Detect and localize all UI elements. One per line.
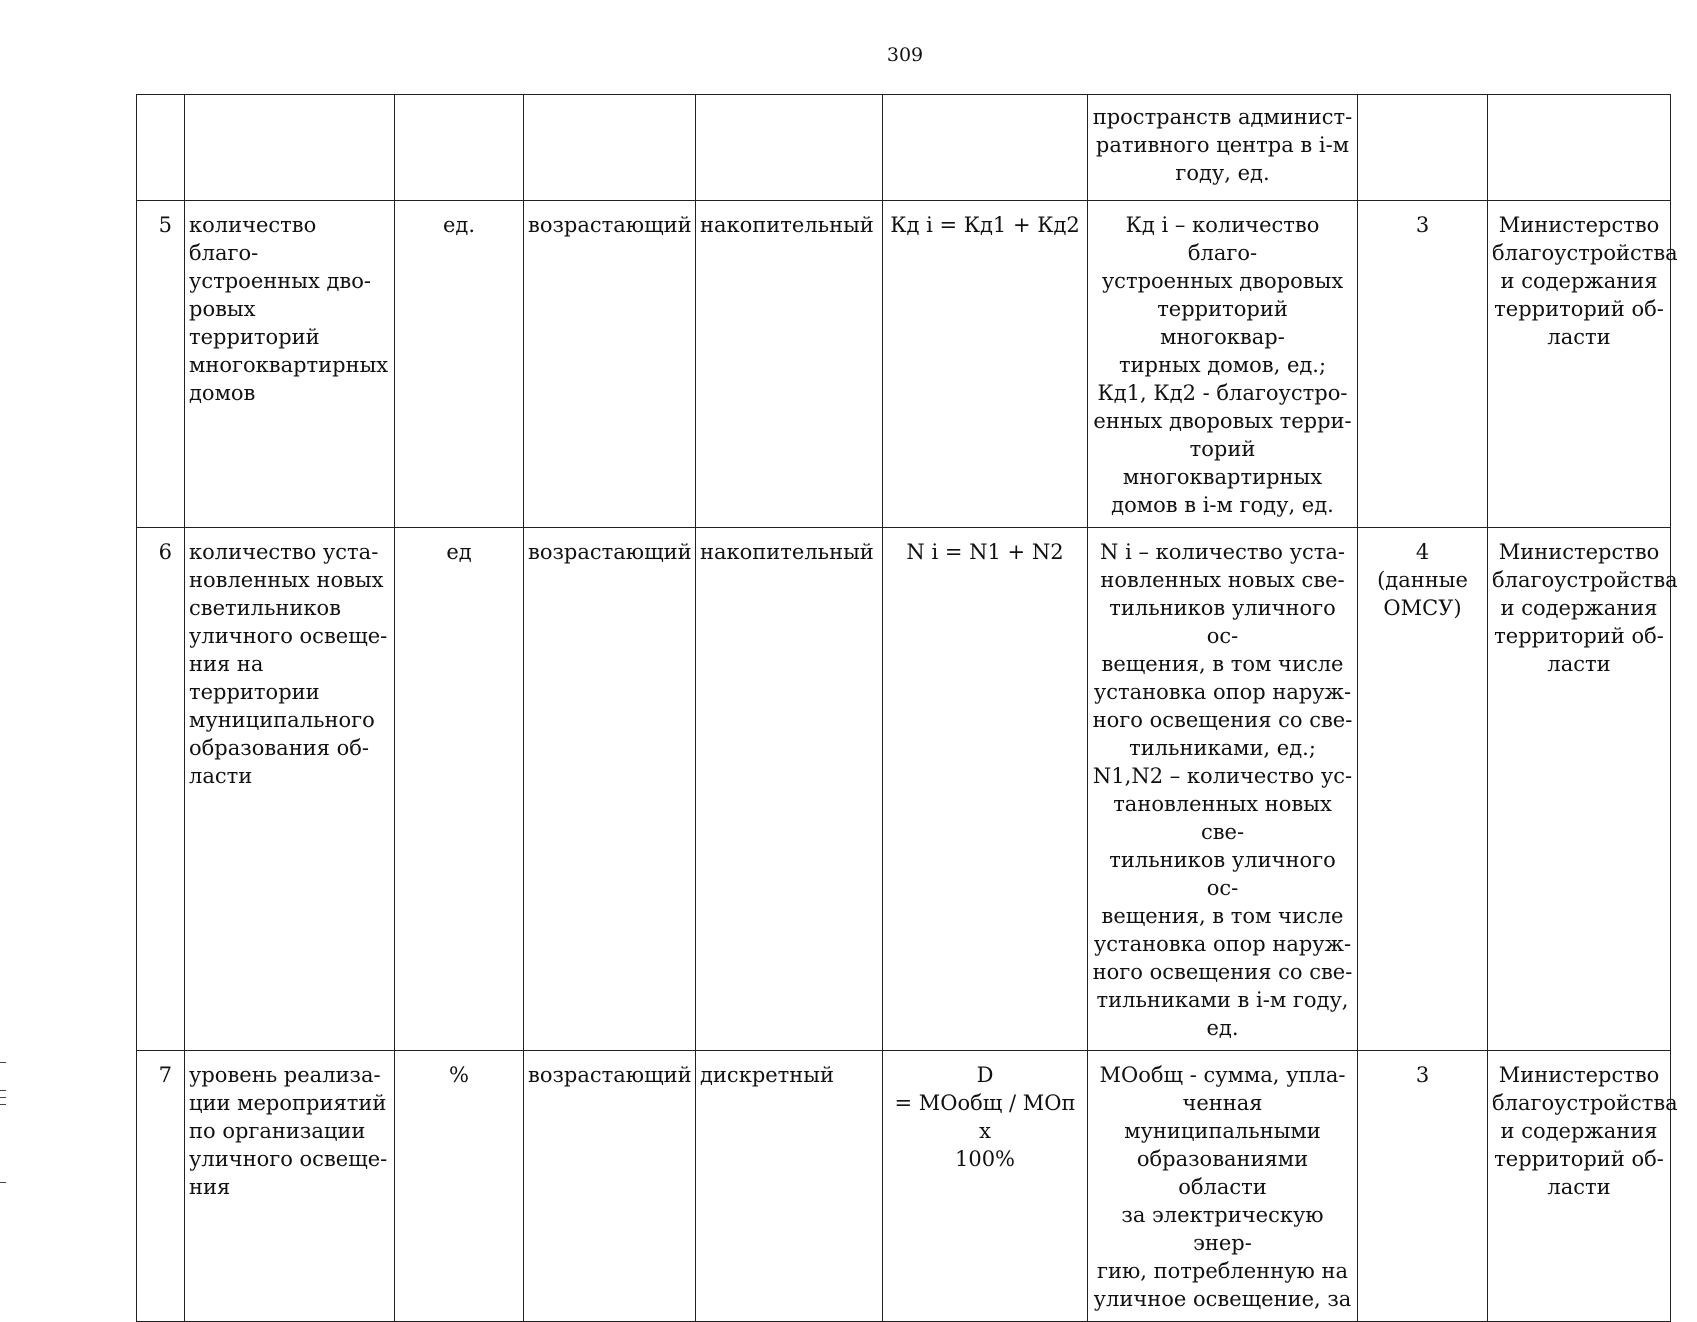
cell-type: дискретный: [696, 1051, 883, 1322]
cell-description: Кд i – количество благо- устроенных дворовых территорий многоквар- тирных домов, ед.; Кд1, Кд2 - благоустро- енных дворовых терри- торий многоквартирных домов в i-м году, ед.: [1088, 201, 1358, 528]
cell-source: 4 (данные ОМСУ): [1358, 528, 1488, 1051]
cell-unit: %: [395, 1051, 524, 1322]
cell-type: [696, 95, 883, 201]
margin-mark: [0, 1097, 6, 1098]
cell-type: накопительный: [696, 528, 883, 1051]
cell-responsible: Министерство благоустройства и содержания территорий об- ласти: [1488, 528, 1671, 1051]
cell-no: [137, 95, 185, 201]
cell-formula: [883, 95, 1088, 201]
cell-name: уровень реализа- ции мероприятий по организации уличного освеще- ния: [185, 1051, 395, 1322]
cell-trend: возрастающий: [524, 528, 696, 1051]
cell-description: пространств админист- ративного центра в i-м году, ед.: [1088, 95, 1358, 201]
margin-mark: [0, 1182, 6, 1183]
margin-mark: [0, 1104, 6, 1105]
table-row: [137, 1051, 1671, 1322]
cell-name: количество уста- новленных новых светильников уличного освеще- ния на территории муниципального образования об- ласти: [185, 528, 395, 1051]
cell-source: [1358, 95, 1488, 201]
indicators-table: [136, 94, 1678, 1322]
cell-responsible: Министерство благоустройства и содержания территорий об- ласти: [1488, 201, 1671, 528]
margin-mark: [0, 1090, 6, 1091]
cell-unit: [395, 95, 524, 201]
cell-formula: N i = N1 + N2: [883, 528, 1088, 1051]
cell-trend: возрастающий: [524, 1051, 696, 1322]
cell-source: 3: [1358, 1051, 1488, 1322]
cell-name: [185, 95, 395, 201]
table-row: [137, 201, 1671, 528]
cell-formula: D = МОобщ / МОп х 100%: [883, 1051, 1088, 1322]
cell-source: 3: [1358, 201, 1488, 528]
cell-description: МОобщ - сумма, упла- ченная муниципальными образованиями области за электрическую энер- гию, потребленную на уличное освещение, за: [1088, 1051, 1358, 1322]
cell-no: 7: [137, 1051, 185, 1322]
table-row-continued: [137, 95, 1671, 201]
cell-trend: [524, 95, 696, 201]
cell-type: накопительный: [696, 201, 883, 528]
cell-description: N i – количество уста- новленных новых све- тильников уличного ос- вещения, в том числе установка опор наруж- ного освещения со све- тильниками, ед.; N1,N2 – количество ус- тановленных новых све- тильников уличного ос- вещения, в том числе установка опор наруж- ного освещения со све- тильниками в i-м году, ед.: [1088, 528, 1358, 1051]
cell-no: 6: [137, 528, 185, 1051]
cell-no: 5: [137, 201, 185, 528]
cell-formula: Кд i = Кд1 + Кд2: [883, 201, 1088, 528]
cell-trend: возрастающий: [524, 201, 696, 528]
page-number: 309: [886, 44, 924, 66]
cell-unit: ед: [395, 528, 524, 1051]
cell-responsible: [1488, 95, 1671, 201]
cell-name: количество благо- устроенных дво- ровых территорий многоквартирных домов: [185, 201, 395, 528]
table-row: [137, 528, 1671, 1051]
cell-responsible: Министерство благоустройства и содержания территорий об- ласти: [1488, 1051, 1671, 1322]
cell-unit: ед.: [395, 201, 524, 528]
margin-mark: [0, 1062, 6, 1063]
